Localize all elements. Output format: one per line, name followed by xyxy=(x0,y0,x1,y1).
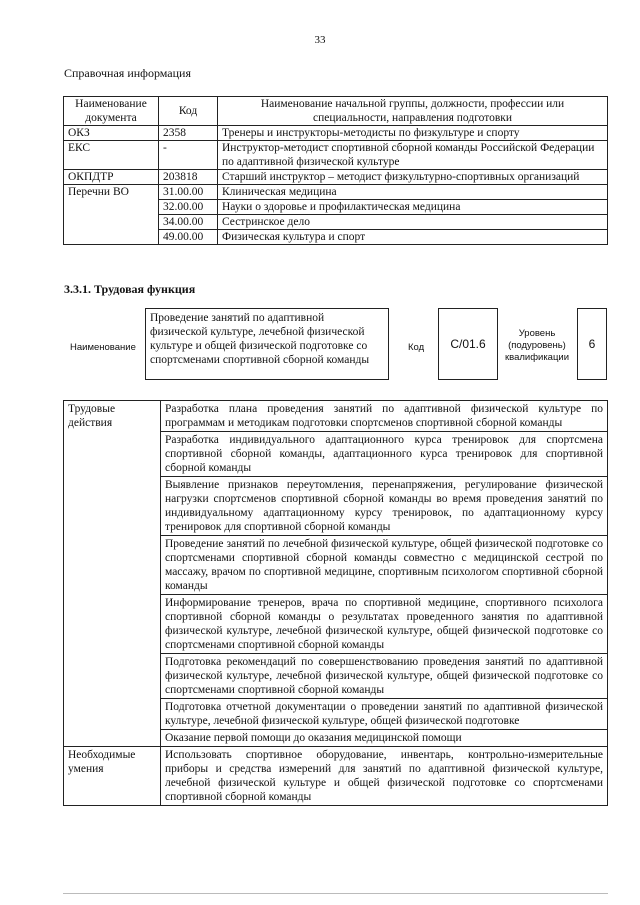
action-item: Подготовка рекомендаций по совершенствованию проведения занятий по адаптивной физической культуре, лечебной физической культуре, общей физической подготовке со спортсменами спортивной сборной команды xyxy=(161,654,608,699)
ref-code-cell: 34.00.00 xyxy=(159,215,218,230)
ref-doc-cell: ОКЗ xyxy=(64,126,159,141)
action-item: Оказание первой помощи до оказания медицинской помощи xyxy=(161,730,608,747)
reference-row-eks xyxy=(64,141,608,170)
action-item: Подготовка отчетной документации о проведении занятий по адаптивной физической культуре, лечебной физической культуре, общей физической подготовке xyxy=(161,699,608,730)
ref-code-cell: 31.00.00 xyxy=(159,185,218,200)
qualification-level-label: Уровень (подуровень) квалификации xyxy=(504,328,570,363)
action-item: Разработка индивидуального адаптационного курса тренировок для спортсмена спортивной сборной команды, адаптационного курса тренировок для спортивной сборной команды xyxy=(161,432,608,477)
ref-code-cell: 203818 xyxy=(159,170,218,185)
labor-actions-table xyxy=(63,400,608,806)
ref-doc-cell: ЕКС xyxy=(64,141,159,170)
ref-doc-cell: ОКПДТР xyxy=(64,170,159,185)
reference-title: Справочная информация xyxy=(64,66,191,80)
action-item: Информирование тренеров, врача по спортивной медицине, спортивного психолога спортивной сборной команды о результатах проведенного занятия по адаптивной физической культуре, лечебной физической культуре, общей физической подготовке со спортсменами спортивной сборной команды xyxy=(161,595,608,654)
reference-row-okz xyxy=(64,126,608,141)
action-row xyxy=(64,401,608,432)
header-code: Код xyxy=(159,97,218,126)
ref-name-cell: Инструктор-методист спортивной сборной команды Российской Федерации по адаптивной физической культуре xyxy=(218,141,608,170)
ref-doc-cell: Перечни ВО xyxy=(64,185,159,245)
ref-name-cell: Сестринское дело xyxy=(218,215,608,230)
page-bottom-divider xyxy=(63,893,608,894)
ref-name-cell: Тренеры и инструкторы-методисты по физкультуре и спорту xyxy=(218,126,608,141)
page-number: 33 xyxy=(314,34,326,46)
action-item: Выявление признаков переутомления, перенапряжения, регулирование физической нагрузки спортсменов спортивной сборной команды во время проведения занятий по индивидуальному адаптационному курсу тренировок, по адаптационному курсу тренировок для спортивной сборной команды xyxy=(161,477,608,536)
reference-table xyxy=(63,96,608,245)
ref-code-cell: 2358 xyxy=(159,126,218,141)
skill-row xyxy=(64,747,608,806)
function-code-label: Код xyxy=(408,342,425,353)
required-skills-label: Необходимые умения xyxy=(64,747,161,806)
function-name-box: Проведение занятий по адаптивной физической культуре, лечебной физической культуре и общей физической подготовке со спортсменами спортивной сборной команды xyxy=(145,308,389,380)
header-doc-name: Наименование документа xyxy=(64,97,159,126)
ref-code-cell: 32.00.00 xyxy=(159,200,218,215)
labor-actions-label: Трудовые действия xyxy=(64,401,161,747)
function-name-label: Наименование xyxy=(70,342,136,353)
reference-header-row xyxy=(64,97,608,126)
ref-name-cell: Клиническая медицина xyxy=(218,185,608,200)
function-code-box: C/01.6 xyxy=(438,308,498,380)
ref-name-cell: Старший инструктор – методист физкультурно-спортивных организаций xyxy=(218,170,608,185)
reference-row-vo-1 xyxy=(64,185,608,200)
reference-row-okpdtr xyxy=(64,170,608,185)
qualification-level-box: 6 xyxy=(577,308,607,380)
skill-item: Использовать спортивное оборудование, инвентарь, контрольно-измерительные приборы и средства измерений для занятий по адаптивной физической культуре, лечебной физической культуре и общей физической подготовке со спортсменами спортивной сборной команды xyxy=(161,747,608,806)
header-group-name: Наименование начальной группы, должности, профессии или специальности, направления подготовки xyxy=(218,97,608,126)
ref-code-cell: - xyxy=(159,141,218,170)
ref-name-cell: Физическая культура и спорт xyxy=(218,230,608,245)
ref-name-cell: Науки о здоровье и профилактическая медицина xyxy=(218,200,608,215)
action-item: Проведение занятий по лечебной физической культуре, общей физической подготовке со спортсменами спортивной сборной команды совместно с медицинской сестрой по массажу, врачом по спортивной медицине, спортивным психологом спортивной сборной команды xyxy=(161,536,608,595)
ref-code-cell: 49.00.00 xyxy=(159,230,218,245)
action-item: Разработка плана проведения занятий по адаптивной физической культуре по программам и методикам подготовки спортсменов спортивной сборной команды xyxy=(161,401,608,432)
function-title: 3.3.1. Трудовая функция xyxy=(64,282,196,296)
